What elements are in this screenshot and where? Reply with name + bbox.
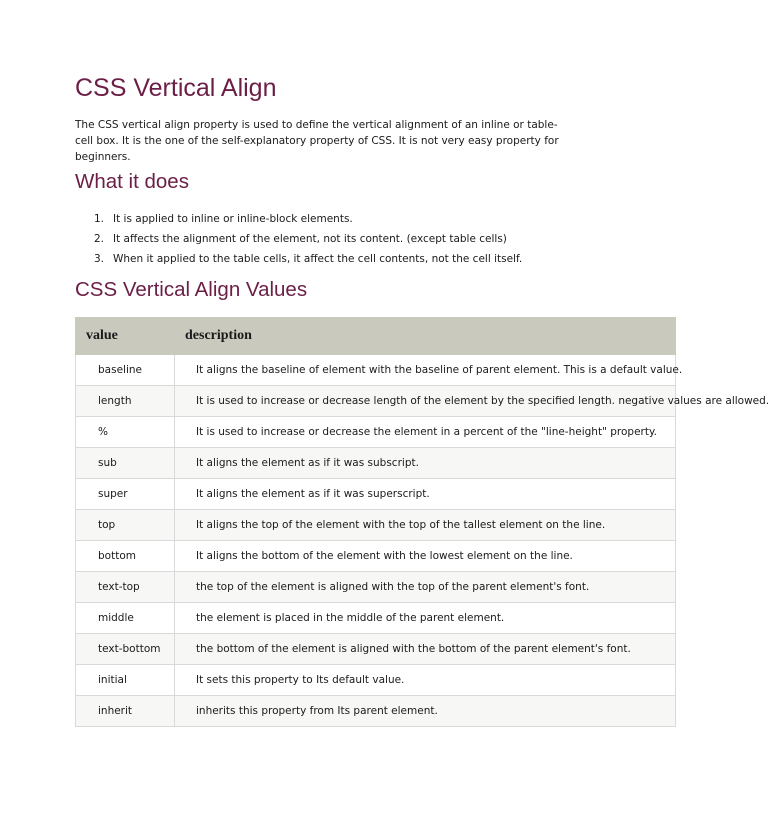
description-cell: the top of the element is aligned with the top of the parent element's font. <box>175 572 676 603</box>
table-row <box>76 634 676 665</box>
value-cell: % <box>76 417 175 448</box>
section-heading-values: CSS Vertical Align Values <box>75 278 308 301</box>
description-cell: It is used to increase or decrease length of the element by the specified length. negative values are allowed. <box>175 386 676 417</box>
description-cell: It sets this property to Its default value. <box>175 665 676 696</box>
description-cell: It aligns the element as if it was superscript. <box>175 479 676 510</box>
description-cell: the element is placed in the middle of the parent element. <box>175 603 676 634</box>
value-cell: initial <box>76 665 175 696</box>
table-row <box>76 665 676 696</box>
page-title: CSS Vertical Align <box>75 74 277 102</box>
description-cell: It aligns the element as if it was subscript. <box>175 448 676 479</box>
table-row <box>76 510 676 541</box>
description-cell: It aligns the baseline of element with the baseline of parent element. This is a default value. <box>175 355 676 386</box>
column-header-description: description <box>175 318 676 355</box>
list-item-number: 2. <box>94 233 105 245</box>
intro-paragraph: The CSS vertical align property is used to define the vertical alignment of an inline or table-cell box. It is the one of the self-explanatory property of CSS. It is not very easy property for beginners. <box>75 119 559 163</box>
list-item-number: 1. <box>94 213 105 225</box>
value-cell: middle <box>76 603 175 634</box>
value-cell: length <box>76 386 175 417</box>
description-cell: It is used to increase or decrease the element in a percent of the "line-height" property. <box>175 417 676 448</box>
value-cell: text-bottom <box>76 634 175 665</box>
values-table <box>75 317 769 727</box>
list-item <box>75 209 638 229</box>
value-cell: top <box>76 510 175 541</box>
table-header-row <box>76 318 676 355</box>
table-row <box>76 386 676 417</box>
table-row <box>76 448 676 479</box>
list-item-text: It affects the alignment of the element, not its content. (except table cells) <box>113 233 507 245</box>
description-cell: It aligns the bottom of the element with the lowest element on the line. <box>175 541 676 572</box>
list-item <box>75 229 638 249</box>
value-cell: bottom <box>76 541 175 572</box>
value-cell: sub <box>76 448 175 479</box>
table-row <box>76 603 676 634</box>
list-item <box>75 249 638 269</box>
column-header-value: value <box>76 318 175 355</box>
description-cell: inherits this property from Its parent element. <box>175 696 676 727</box>
description-cell: It aligns the top of the element with the top of the tallest element on the line. <box>175 510 676 541</box>
section-heading-what-it-does: What it does <box>75 170 189 193</box>
table-row <box>76 417 676 448</box>
table-row <box>76 541 676 572</box>
what-it-does-list <box>75 209 638 269</box>
value-cell: super <box>76 479 175 510</box>
list-item-number: 3. <box>94 253 105 265</box>
value-cell: baseline <box>76 355 175 386</box>
list-item-text: It is applied to inline or inline-block elements. <box>113 213 353 225</box>
table-row <box>76 479 676 510</box>
value-cell: inherit <box>76 696 175 727</box>
table-row <box>76 572 676 603</box>
list-item-text: When it applied to the table cells, it affect the cell contents, not the cell itself. <box>113 253 523 265</box>
value-cell: text-top <box>76 572 175 603</box>
table-row <box>76 355 676 386</box>
table-row <box>76 696 676 727</box>
description-cell: the bottom of the element is aligned with the bottom of the parent element's font. <box>175 634 676 665</box>
